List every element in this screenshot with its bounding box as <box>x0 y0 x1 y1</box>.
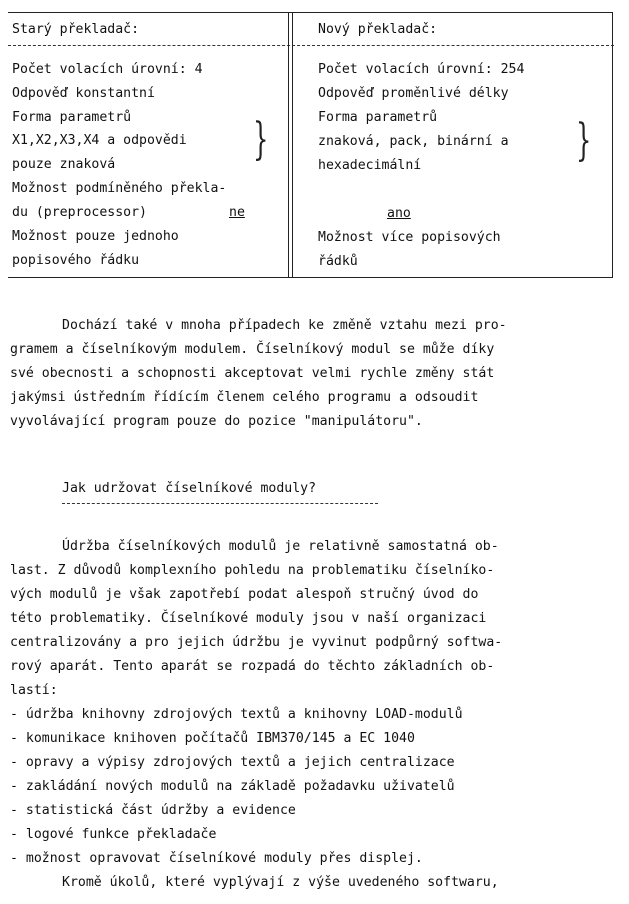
paragraph-line: Dochází také v mnoha případech ke změně vztahu mezi pro- <box>62 318 507 333</box>
paragraph-line: své obecnosti a schopnosti akceptovat velmi rychle změny stát <box>10 366 495 381</box>
heading-underline <box>62 503 378 504</box>
paragraph-line: Údržba číselníkových modulů je relativně samostatná ob- <box>62 539 499 554</box>
right-column-header: Nový překladač: <box>318 22 438 37</box>
list-item: - opravy a výpisy zdrojových textů a jejich centralizace <box>10 755 455 770</box>
left-row: X1,X2,X3,X4 a odpovědi <box>12 133 187 148</box>
right-answer-ano: ano <box>387 206 411 221</box>
table-column-separator <box>288 12 293 278</box>
left-row: Možnost pouze jednoho <box>12 229 179 244</box>
right-row: Počet volacích úrovní: 254 <box>318 62 525 77</box>
paragraph-line: last. Z důvodů komplexního pohledu na problematiku číselníko- <box>10 563 495 578</box>
left-row: Odpověď konstantní <box>12 86 155 101</box>
list-item: - možnost opravovat číselníkové moduly přes displej. <box>10 851 423 866</box>
list-item: - údržba knihovny zdrojových textů a knihovny LOAD-modulů <box>10 707 463 722</box>
paragraph-line: vých modulů je však zapotřebí podat alespoň stručný úvod do <box>10 587 479 602</box>
list-item: - statistická část údržby a evidence <box>10 803 296 818</box>
paragraph-line: jakýmsi ústředním řídícím členem celého programu a odsoudit <box>10 390 479 405</box>
right-row: znaková, pack, binární a <box>318 134 509 149</box>
right-row: Odpověď proměnlivé délky <box>318 86 509 101</box>
left-brace-icon: } <box>253 114 269 165</box>
right-brace-icon: } <box>576 115 592 166</box>
left-row: popisového řádku <box>12 253 140 268</box>
right-row: řádků <box>318 254 358 269</box>
left-row: Počet volacích úrovní: 4 <box>12 62 203 77</box>
paragraph-line: lastí: <box>10 683 58 698</box>
left-row: pouze znaková <box>12 157 116 172</box>
left-answer-ne: ne <box>229 205 245 220</box>
right-row: Forma parametrů <box>318 110 438 125</box>
left-row: du (preprocessor) <box>12 205 147 220</box>
left-row: Možnost podmíněného překla- <box>12 181 227 196</box>
table-header-separator <box>8 45 614 46</box>
paragraph-line: centralizovány a pro jejich údržbu je vyvinut podpůrný softwa- <box>10 635 503 650</box>
list-item: - zakládání nových modulů na základě požadavku uživatelů <box>10 779 455 794</box>
paragraph-line: rový aparát. Tento aparát se rozpadá do těchto základních ob- <box>10 659 495 674</box>
section-heading: Jak udržovat číselníkové moduly? <box>62 481 317 496</box>
left-row: Forma parametrů <box>12 110 132 125</box>
paragraph-line: této problematiky. Číselníkové moduly jsou v naší organizaci <box>10 611 487 626</box>
left-column-header: Starý překladač: <box>12 22 140 37</box>
list-item: - logové funkce překladače <box>10 827 217 842</box>
paragraph-line: Kromě úkolů, které vyplývají z výše uvedeného softwaru, <box>62 875 499 890</box>
list-item: - komunikace knihoven počítačů IBM370/145 a EC 1040 <box>10 731 415 746</box>
right-row: hexadecimální <box>318 158 422 173</box>
paragraph-line: gramem a číselníkovým modulem. Číselníkový modul se může díky <box>10 342 495 357</box>
right-row: Možnost více popisových <box>318 230 501 245</box>
paragraph-line: vyvolávající program pouze do pozice "manipulátoru". <box>10 414 423 429</box>
